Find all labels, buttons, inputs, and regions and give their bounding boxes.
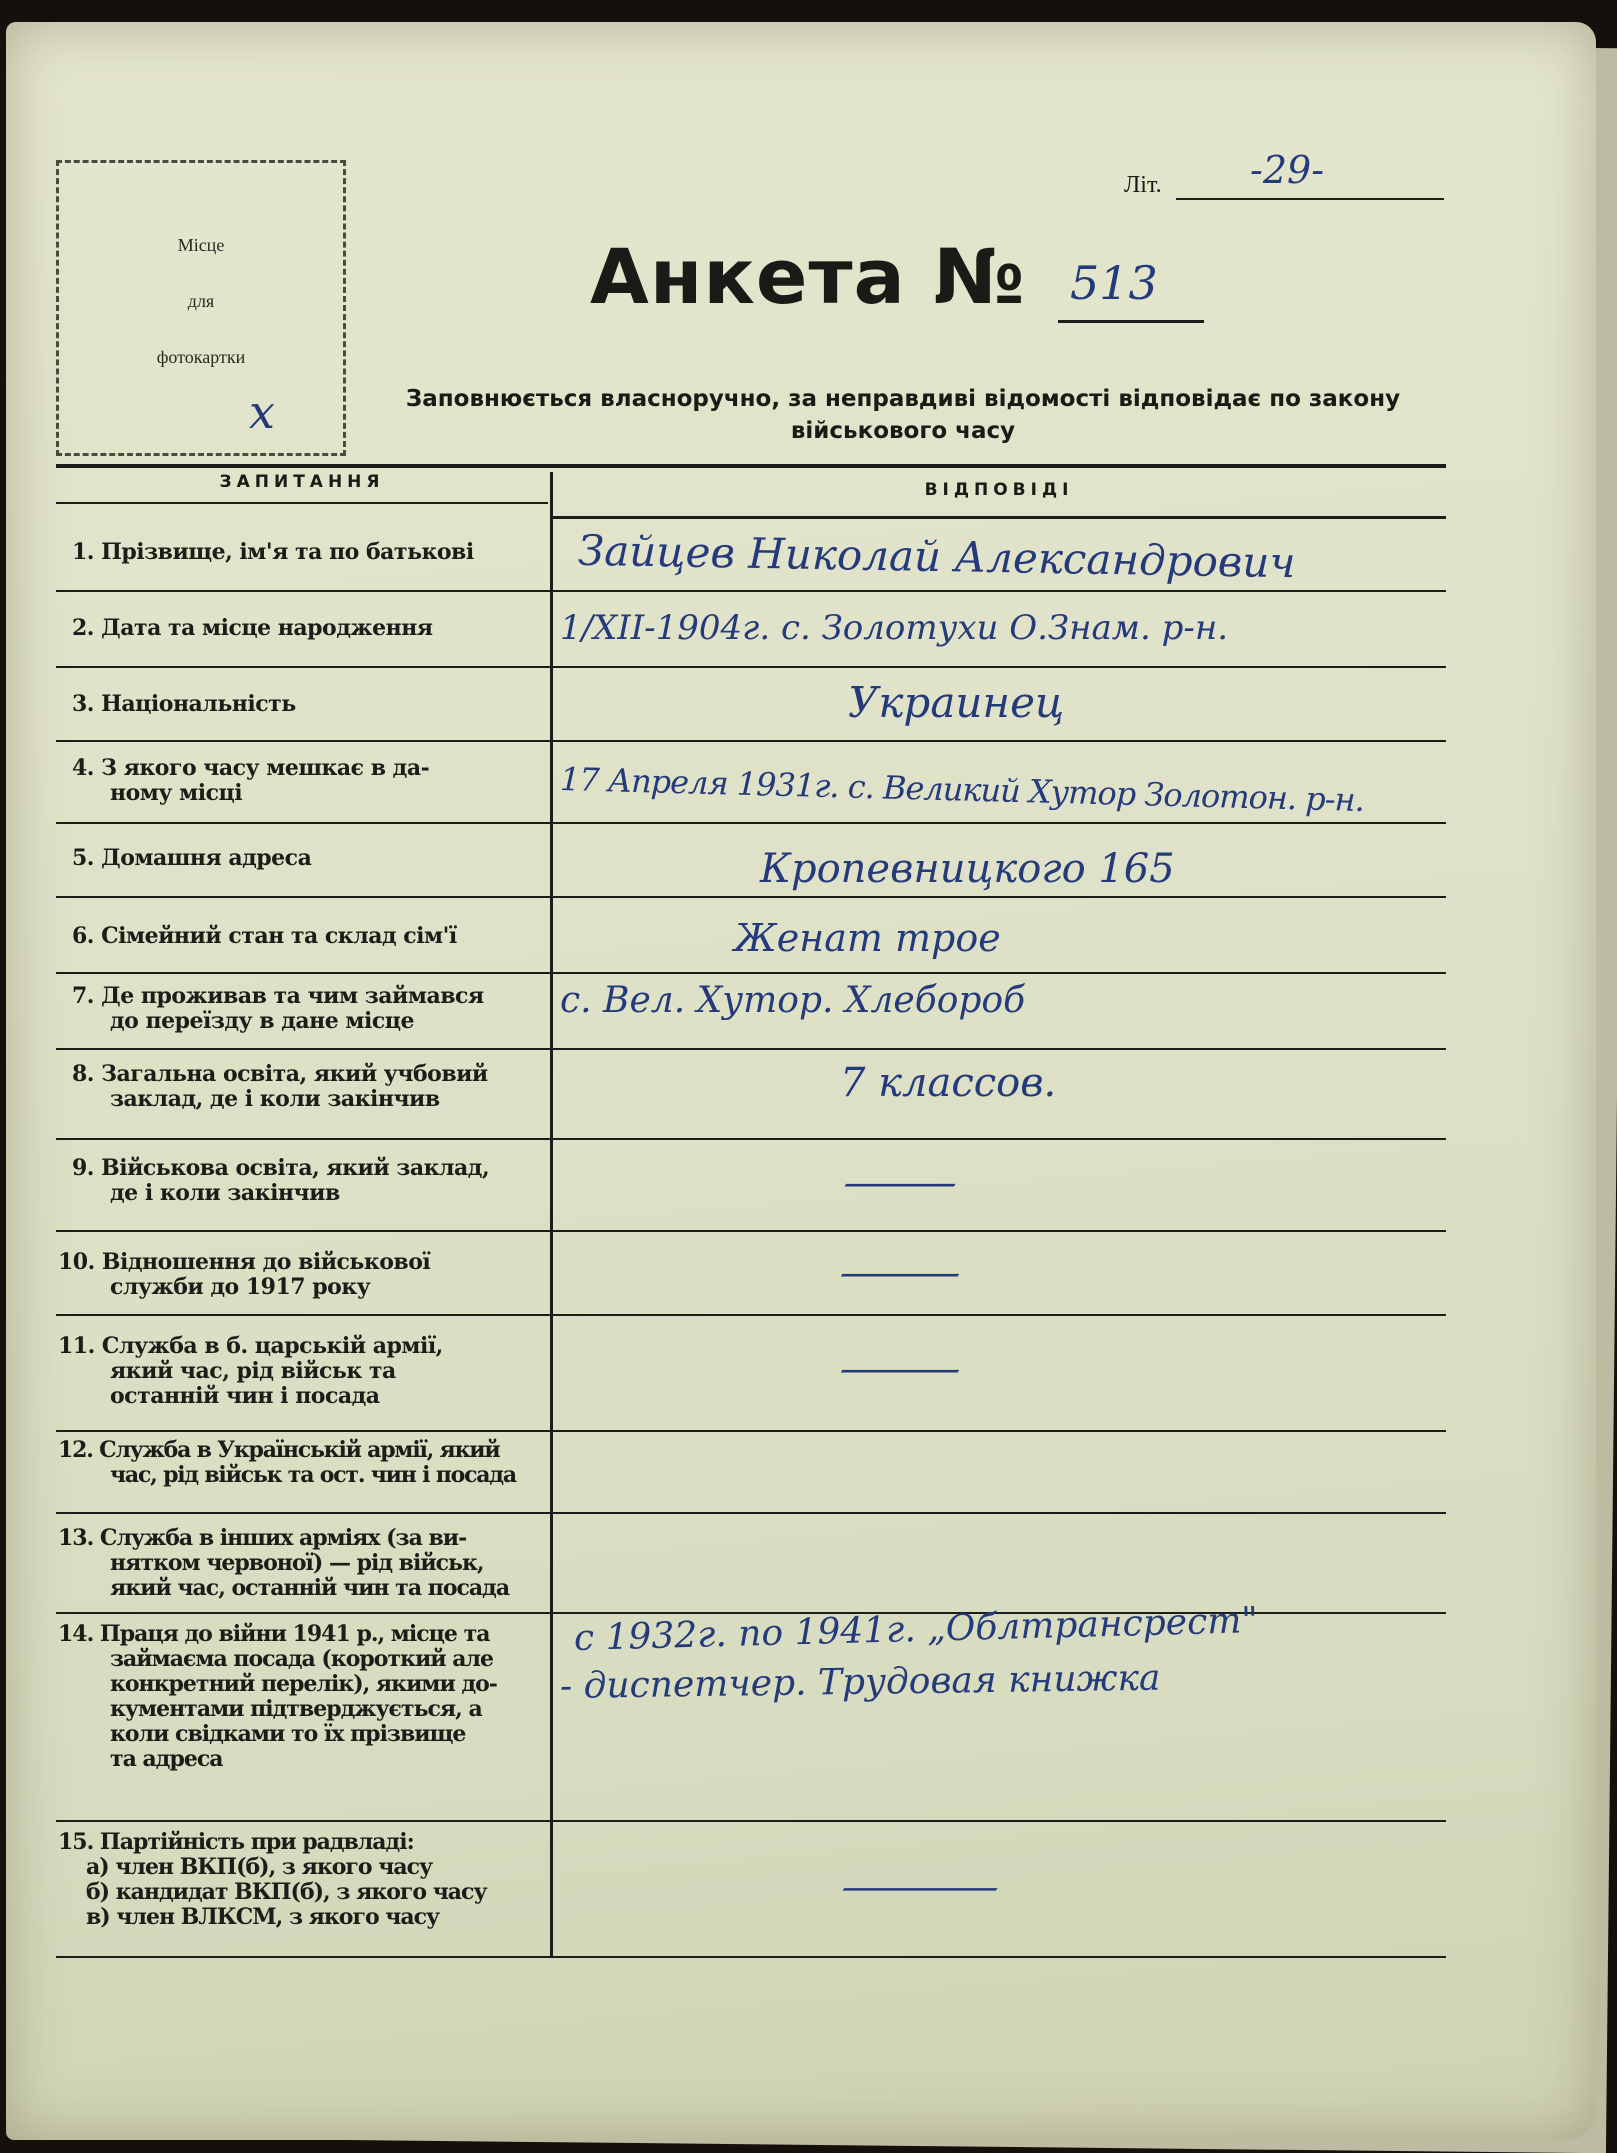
question-8-line-2: заклад, де і коли закінчив: [110, 1086, 440, 1112]
answer-11-dash: —: [836, 1346, 964, 1392]
row-separator: [56, 666, 1446, 668]
row-separator: [56, 1314, 1446, 1316]
subtitle-line-1: Заповнюється власноручно, за неправдиві відомості відповідає по закону: [405, 386, 1401, 412]
question-4: [56, 756, 548, 806]
question-14-line-5: коли свідками то їх прізвище: [110, 1721, 466, 1747]
answer-9-dash: —: [840, 1160, 960, 1206]
row-separator: [56, 822, 1446, 824]
answer-7: с. Вел. Хутор. Хлебороб: [560, 980, 1026, 1021]
question-5-line-1: 5. Домашня адреса: [72, 845, 312, 871]
question-5: [56, 846, 548, 871]
question-6-line-1: 6. Сімейний стан та склад сім'ї: [72, 923, 457, 949]
question-9: [56, 1156, 548, 1206]
question-11-line-3: останній чин і посада: [110, 1383, 380, 1409]
answer-15-dash: —: [836, 1864, 1004, 1910]
question-13-line-1: 13. Служба в інших арміях (за ви-: [58, 1525, 467, 1551]
header-bottom-rule: [56, 502, 548, 504]
row-separator: [56, 1512, 1446, 1514]
question-7-line-2: до переїзду в дане місце: [110, 1008, 415, 1034]
question-10-line-2: служби до 1917 року: [110, 1274, 371, 1300]
lit-label: Літ.: [1124, 172, 1162, 198]
question-6: [56, 924, 548, 949]
question-15-line-4: в) член ВЛКСМ, з якого часу: [86, 1904, 440, 1930]
question-14-line-3: конкретний перелік), якими до-: [110, 1671, 497, 1697]
row-separator: [56, 1138, 1446, 1140]
answer-10-dash: —: [836, 1250, 964, 1296]
row-separator: [56, 1048, 1446, 1050]
question-7-line-1: 7. Де проживав та чим займався: [72, 983, 484, 1009]
photo-mark: x: [249, 385, 275, 439]
photo-placeholder: [56, 160, 346, 456]
answer-6: Женат трое: [734, 916, 1001, 960]
row-separator: [56, 740, 1446, 742]
answer-8: 7 классов.: [840, 1060, 1057, 1106]
answer-14-line-2: - диспетчер. Трудовая книжка: [559, 1657, 1161, 1707]
column-header-questions: ЗАПИТАННЯ: [219, 472, 385, 492]
question-14-line-6: та адреса: [110, 1746, 223, 1772]
question-1: [56, 540, 548, 565]
question-11-line-2: який час, рід військ та: [110, 1358, 396, 1384]
table-bottom-rule: [56, 1956, 1446, 1958]
question-15-line-1: 15. Партійність при радвладі:: [58, 1829, 414, 1855]
question-2: [56, 616, 548, 641]
answer-5: Кропевницкого 165: [760, 846, 1175, 892]
question-11: [56, 1334, 548, 1409]
question-4-line-1: 4. З якого часу мешкає в да-: [72, 755, 430, 781]
question-10: [56, 1250, 548, 1300]
question-14-line-4: кументами підтверджується, а: [110, 1696, 482, 1722]
question-12: [56, 1438, 548, 1488]
form-number: 513: [1070, 256, 1158, 310]
question-12-line-1: 12. Служба в Українській армії, який: [58, 1437, 500, 1463]
question-14-line-1: 14. Праця до війни 1941 р., місце та: [58, 1621, 490, 1647]
question-9-line-2: де і коли закінчив: [110, 1180, 340, 1206]
row-separator: [56, 1430, 1446, 1432]
number-underline: [1058, 320, 1204, 323]
question-12-line-2: час, рід військ та ост. чин і посада: [110, 1462, 516, 1488]
row-separator: [56, 972, 1446, 974]
question-8-line-1: 8. Загальна освіта, який учбовий: [72, 1061, 488, 1087]
row-separator: [56, 1230, 1446, 1232]
row-separator: [56, 896, 1446, 898]
question-13-line-3: який час, останній чин та посада: [110, 1575, 510, 1601]
column-divider: [550, 472, 553, 1958]
row-separator: [56, 1820, 1446, 1822]
question-15-line-2: а) член ВКП(б), з якого часу: [86, 1854, 433, 1880]
question-13: [56, 1526, 548, 1601]
question-8: [56, 1062, 548, 1112]
question-4-line-2: ному місці: [110, 780, 243, 806]
question-7: [56, 984, 548, 1034]
question-2-line-1: 2. Дата та місце народження: [72, 615, 433, 641]
question-9-line-1: 9. Військова освіта, який заклад,: [72, 1155, 490, 1181]
answer-3: Украинец: [848, 678, 1065, 727]
row-separator: [56, 590, 1446, 592]
column-header-answers: ВІДПОВІДІ: [924, 480, 1074, 500]
answer-2: 1/XII-1904г. с. Золотухи О.Знам. р-н.: [560, 608, 1229, 648]
table-top-rule: [56, 464, 1446, 468]
question-13-line-2: нятком червоної) — рід військ,: [110, 1550, 484, 1576]
photo-label-1: Місце: [177, 235, 225, 255]
lit-underline: [1176, 198, 1444, 200]
photo-label-2: для: [187, 291, 215, 311]
answer-4: 17 Апреля 1931г. с. Великий Хутор Золотон. р-н.: [559, 760, 1365, 820]
answers-header-rule: [552, 516, 1446, 519]
form-title-text: Анкета №: [590, 232, 1026, 321]
question-14-line-2: займаєма посада (короткий але: [110, 1646, 494, 1672]
question-15: [56, 1830, 548, 1930]
subtitle-line-2: військового часу: [790, 418, 1016, 444]
question-10-line-1: 10. Відношення до військової: [58, 1249, 431, 1275]
question-11-line-1: 11. Служба в б. царській армії,: [58, 1333, 443, 1359]
lit-value: -29-: [1250, 148, 1325, 192]
photo-label-3: фотокартки: [156, 347, 246, 367]
answer-1: Зайцев Николай Александрович: [577, 525, 1296, 588]
question-3-line-1: 3. Національність: [72, 691, 296, 717]
form-title: [590, 232, 1026, 321]
question-15-line-3: б) кандидат ВКП(б), з якого часу: [86, 1879, 487, 1905]
answer-14-line-1: с 1932г. по 1941г. „Облтрансрест": [573, 1600, 1259, 1659]
question-1-line-1: 1. Прізвище, ім'я та по батькові: [72, 539, 474, 565]
question-14: [56, 1622, 548, 1772]
question-3: [56, 692, 548, 717]
